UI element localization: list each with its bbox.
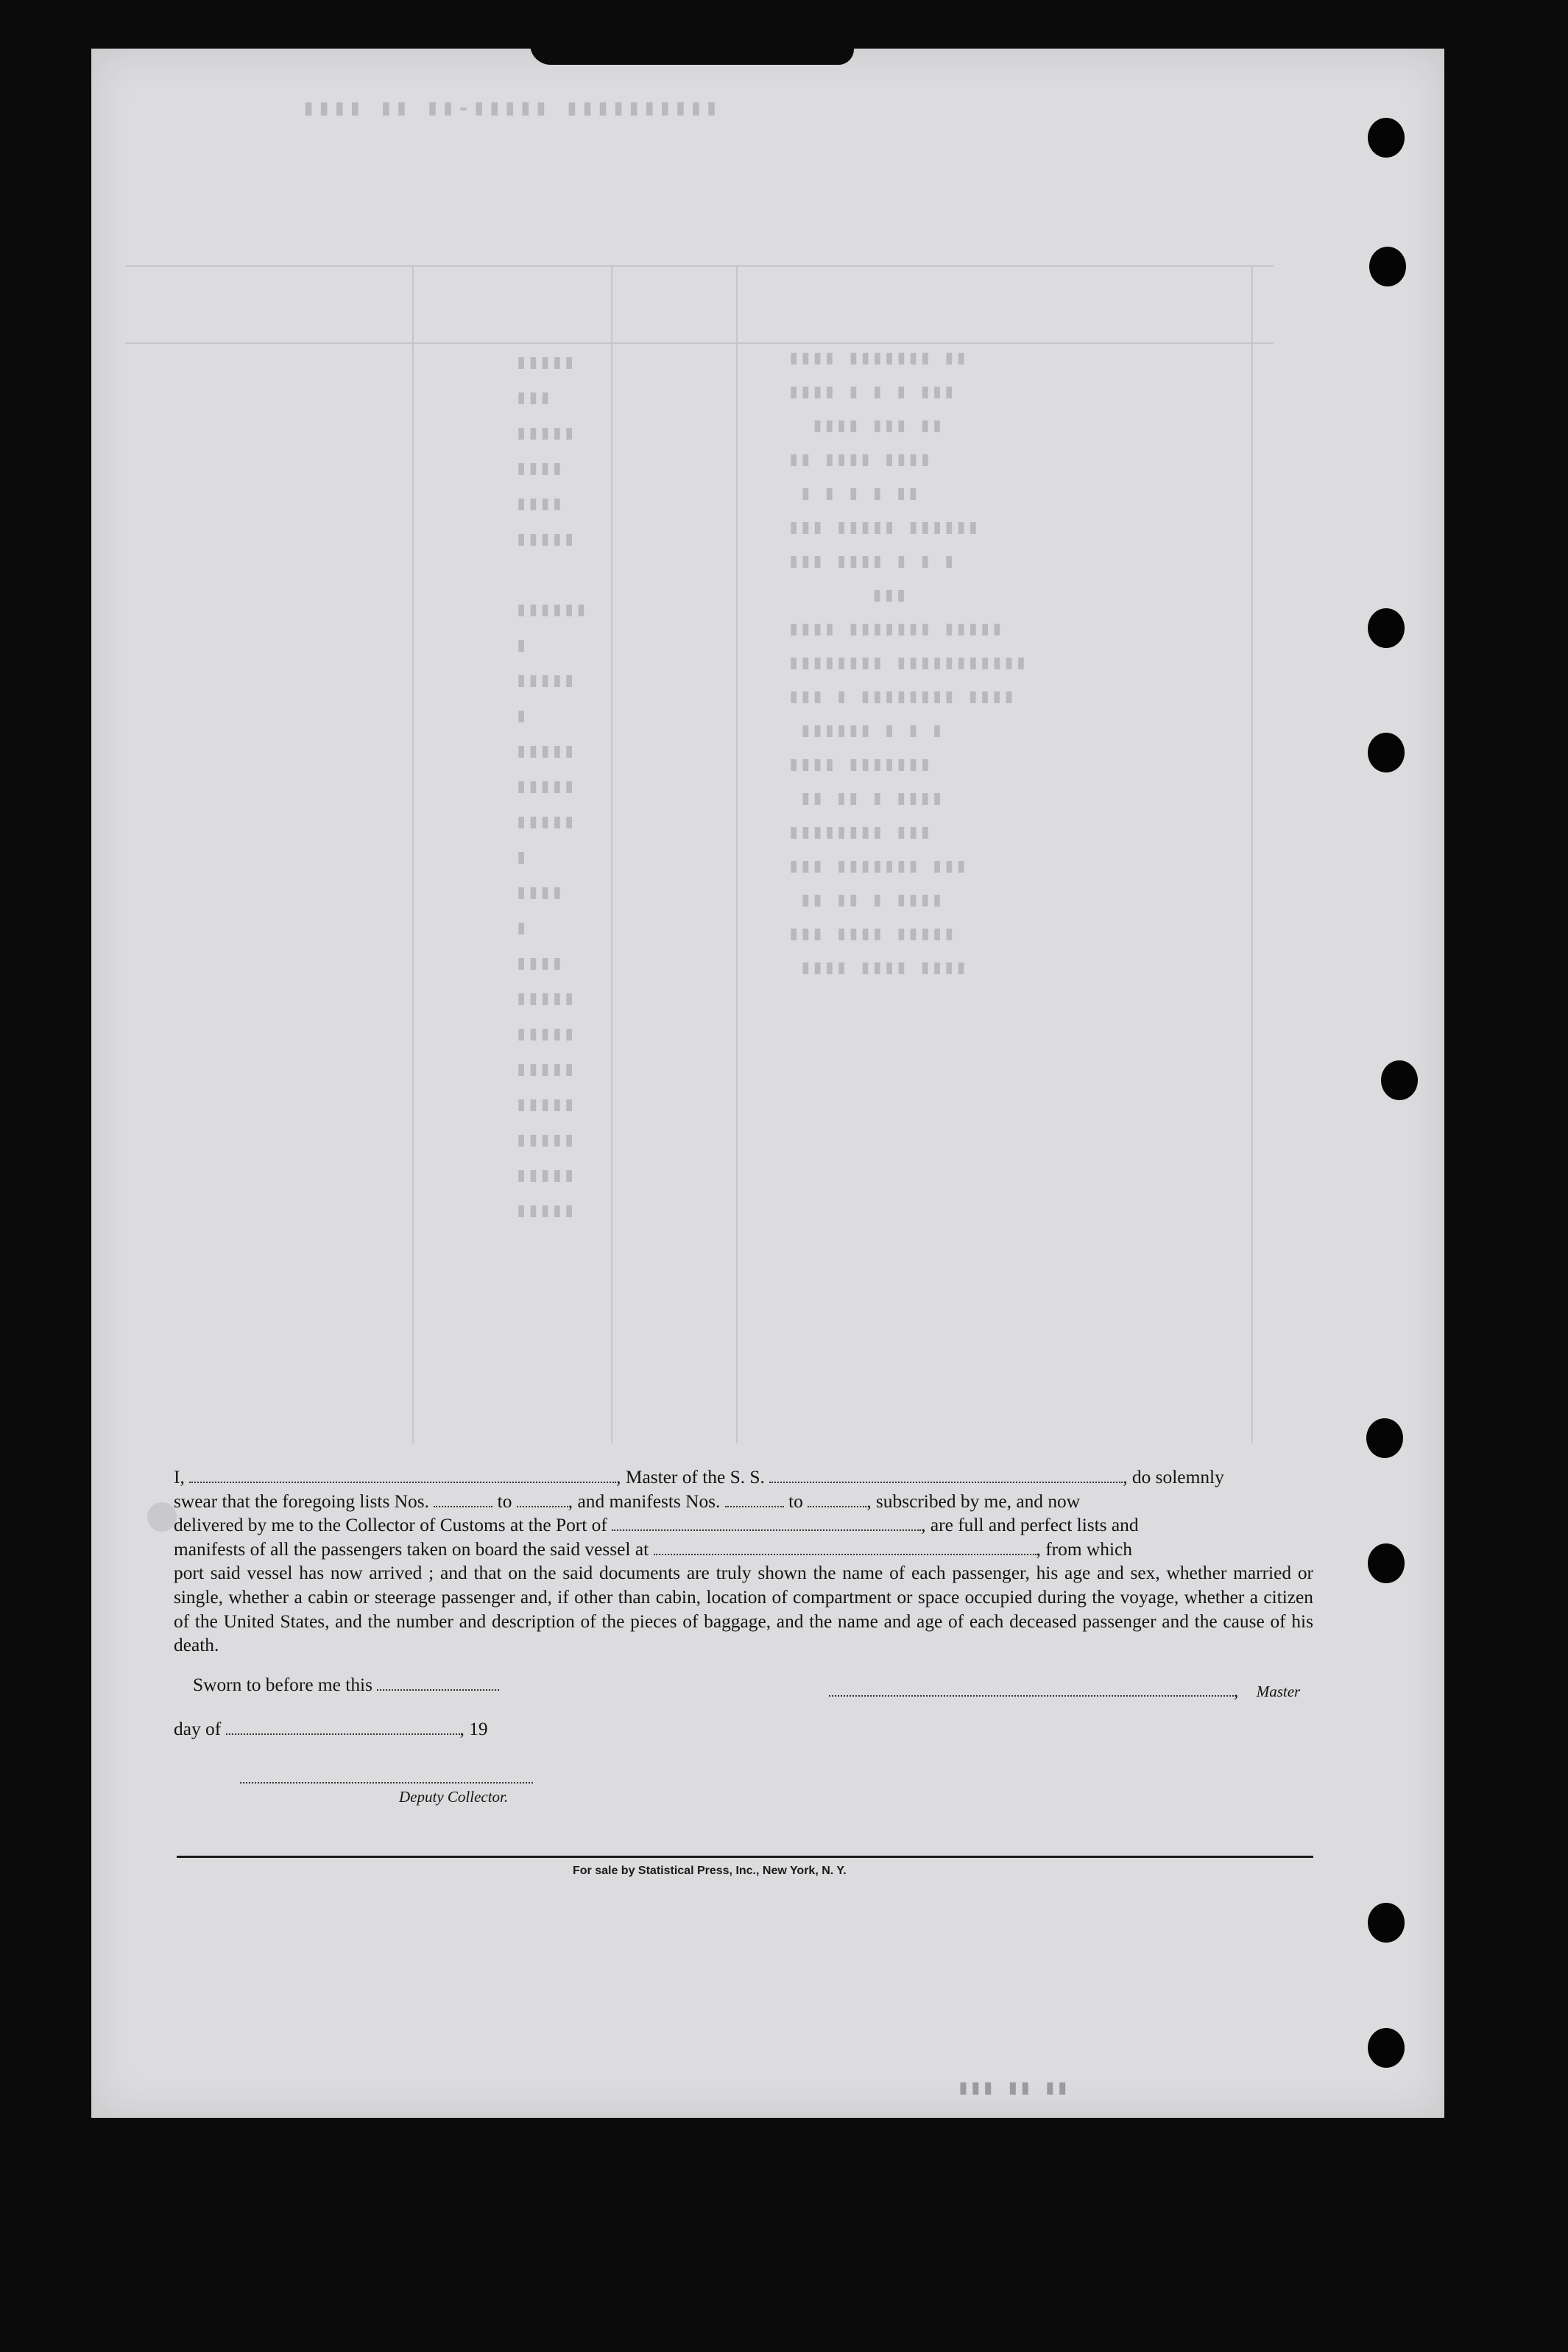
oath-text: I, xyxy=(174,1467,185,1487)
day-of-line xyxy=(174,1719,488,1740)
deputy-collector-label: Deputy Collector. xyxy=(399,1788,509,1806)
deputy-signature-blank xyxy=(240,1781,533,1784)
oath-text: , from which xyxy=(1036,1538,1132,1560)
list-no-to-blank xyxy=(517,1505,568,1507)
binding-tape xyxy=(530,44,854,65)
oath-text: , and manifests Nos. xyxy=(568,1490,721,1512)
oath-line-4 xyxy=(174,1538,1313,1562)
oath-text: , are full and perfect lists and xyxy=(921,1515,1139,1536)
oath-body: port said vessel has now arrived ; and that on the said documents are truly shown the name of each passenger, his age and sex, whether married or single, whether a cabin or steerage passenger and, if other than cabin, location of compartment or space occupied during the voyage, whether a citizen of the United States, and the number and description of the pieces of baggage, and the name and age of each deceased passenger and the cause of his death. xyxy=(174,1563,1313,1656)
punch-hole xyxy=(1368,2028,1405,2068)
year-label: , 19 xyxy=(459,1719,488,1739)
oath-line-2 xyxy=(174,1490,1313,1514)
punch-hole xyxy=(1369,247,1406,286)
punch-hole xyxy=(1381,1060,1418,1100)
oath-line-1 xyxy=(174,1465,1313,1490)
bottom-rule xyxy=(177,1856,1313,1858)
day-of-label: day of xyxy=(174,1719,222,1739)
master-name-blank xyxy=(189,1481,616,1483)
oath-text: , do solemnly xyxy=(1123,1467,1224,1487)
sworn-line xyxy=(193,1675,499,1696)
oath-text: to xyxy=(788,1490,803,1512)
sworn-date-blank xyxy=(377,1689,499,1691)
punch-hole xyxy=(1368,118,1405,158)
sworn-label: Sworn to before me this xyxy=(193,1675,372,1695)
departure-port-blank xyxy=(654,1553,1036,1555)
list-no-from-blank xyxy=(434,1505,492,1507)
oath-text: to xyxy=(497,1490,512,1512)
oath-text: , Master of the S. S. xyxy=(616,1467,765,1487)
printer-footer: For sale by Statistical Press, Inc., New York, N. Y. xyxy=(573,1865,847,1877)
master-signature-line: , Master xyxy=(829,1680,1300,1702)
oath-text: delivered by me to the Collector of Customs at the Port of xyxy=(174,1515,607,1536)
punch-hole xyxy=(1368,733,1405,772)
punch-hole xyxy=(1366,1418,1403,1458)
master-oath xyxy=(174,1465,1313,1658)
oath-text: , subscribed by me, and now xyxy=(866,1490,1081,1512)
manifest-sheet xyxy=(91,49,1444,2118)
punch-hole xyxy=(1368,608,1405,648)
deputy-collector-line xyxy=(240,1767,533,1789)
ship-name-blank xyxy=(769,1481,1123,1483)
punch-hole xyxy=(1368,1543,1405,1583)
manifest-no-to-blank xyxy=(808,1505,866,1507)
day-of-blank xyxy=(226,1733,460,1735)
manifest-no-from-blank xyxy=(725,1505,784,1507)
port-blank xyxy=(612,1529,921,1531)
master-signature-blank xyxy=(829,1694,1234,1697)
punch-hole xyxy=(1368,1903,1405,1943)
oath-line-3 xyxy=(174,1513,1313,1538)
oath-text: manifests of all the passengers taken on board the said vessel at xyxy=(174,1538,649,1560)
master-label: Master xyxy=(1256,1683,1301,1700)
oath-text: swear that the foregoing lists Nos. xyxy=(174,1490,429,1512)
